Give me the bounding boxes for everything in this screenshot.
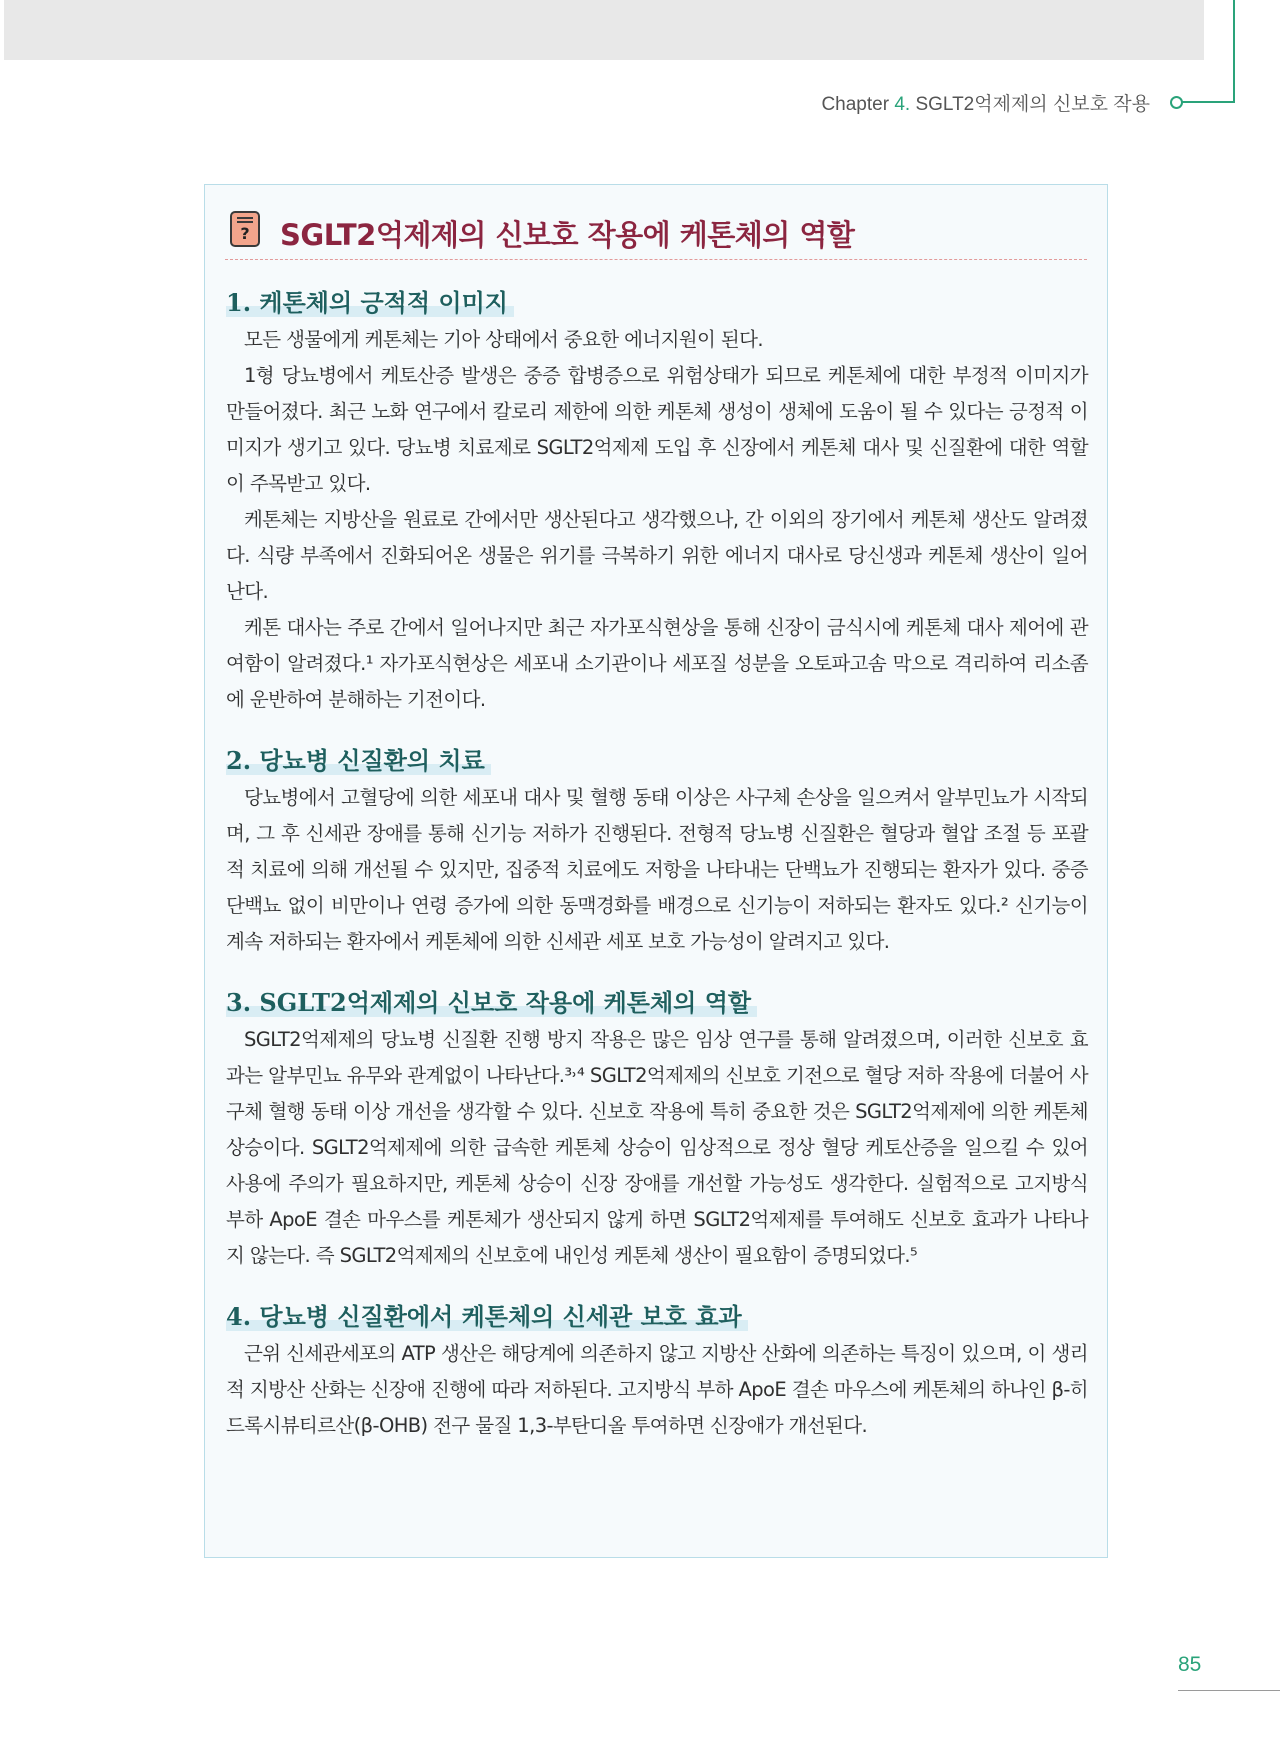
box-title: SGLT2억제제의 신보호 작용에 케톤체의 역할	[280, 218, 855, 252]
paragraph: 1형 당뇨병에서 케토산증 발생은 중증 합병증으로 위험상태가 되므로 케톤체에 대한 부정적 이미지가 만들어졌다. 최근 노화 연구에서 칼로리 제한에 의한 케톤체 생성이 생체에 도움이 될 수 있다는 긍정적 이미지가 생기고 있다. 당뇨병 치료제로 SGLT2억제제 도입 후 신장에서 케톤체 대사 및 신질환에 대한 역할이 주목받고 있다.	[226, 364, 1088, 495]
running-head	[821, 89, 1150, 116]
paragraph: 근위 신세관세포의 ATP 생산은 해당계에 의존하지 않고 지방산 산화에 의존하는 특징이 있으며, 이 생리적 지방산 산화는 신장애 진행에 따라 저하된다. 고지방식 부하 ApoE 결손 마우스에 케톤체의 하나인 β-히드록시뷰티르산(β-OHB) 전구 물질 1,3-부탄디올 투여하면 신장애가 개선된다.	[226, 1342, 1088, 1437]
box-content	[226, 284, 1088, 1444]
section-heading: 1. 케톤체의 긍적적 이미지	[226, 284, 1088, 322]
section-heading: 4. 당뇨병 신질환에서 케톤체의 신세관 보호 효과	[226, 1298, 1088, 1336]
chapter-number: 4.	[894, 94, 911, 115]
corner-decoration-line	[1182, 101, 1235, 103]
paragraph: 케톤체는 지방산을 원료로 간에서만 생산된다고 생각했으나, 간 이외의 장기에서 케톤체 생산도 알려졌다. 식량 부족에서 진화되어온 생물은 위기를 극복하기 위한 에너지 대사로 당신생과 케톤체 생산이 일어난다.	[226, 508, 1088, 603]
paragraph: 케톤 대사는 주로 간에서 일어나지만 최근 자가포식현상을 통해 신장이 금식시에 케톤체 대사 제어에 관여함이 알려졌다.¹ 자가포식현상은 세포내 소기관이나 세포질 성분을 오토파고솜 막으로 격리하여 리소좀에 운반하여 분해하는 기전이다.	[226, 616, 1088, 711]
paragraph: SGLT2억제제의 당뇨병 신질환 진행 방지 작용은 많은 임상 연구를 통해 알려졌으며, 이러한 신보호 효과는 알부민뇨 유무와 관계없이 나타난다.³˒⁴ SGLT2억제제의 신보호 기전으로 혈당 저하 작용에 더불어 사구체 혈행 동태 이상 개선을 생각할 수 있다. 신보호 작용에 특히 중요한 것은 SGLT2억제제에 의한 케톤체 상승이다. SGLT2억제제에 의한 급속한 케톤체 상승이 임상적으로 정상 혈당 케토산증을 일으킬 수 있어 사용에 주의가 필요하지만, 케톤체 상승이 신장 장애를 개선할 가능성도 생각한다. 실험적으로 고지방식 부하 ApoE 결손 마우스를 케톤체가 생산되지 않게 하면 SGLT2억제제를 투여해도 신보호 효과가 나타나지 않는다. 즉 SGLT2억제제의 신보호에 내인성 케톤체 생산이 필요함이 증명되었다.⁵	[226, 1028, 1088, 1267]
section-heading: 3. SGLT2억제제의 신보호 작용에 케톤체의 역할	[226, 984, 1088, 1022]
page-number-rule	[1178, 1690, 1280, 1691]
qa-box	[204, 184, 1108, 1558]
top-header-band	[4, 0, 1204, 60]
question-glyph: ?	[240, 224, 250, 243]
chapter-title: SGLT2억제제의 신보호 작용	[915, 94, 1150, 115]
corner-decoration-line	[1233, 0, 1235, 103]
page-number: 85	[1178, 1653, 1202, 1676]
chapter-word: Chapter	[821, 94, 890, 115]
box-title-row	[225, 199, 1087, 260]
section-heading: 2. 당뇨병 신질환의 치료	[226, 742, 1088, 780]
corner-decoration-circle	[1170, 96, 1183, 109]
question-note-icon	[230, 211, 260, 247]
paragraph: 모든 생물에게 케톤체는 기아 상태에서 중요한 에너지원이 된다.	[244, 328, 763, 351]
paragraph: 당뇨병에서 고혈당에 의한 세포내 대사 및 혈행 동태 이상은 사구체 손상을 일으켜서 알부민뇨가 시작되며, 그 후 신세관 장애를 통해 신기능 저하가 진행된다. 전형적 당뇨병 신질환은 혈당과 혈압 조절 등 포괄적 치료에 의해 개선될 수 있지만, 집중적 치료에도 저항을 나타내는 단백뇨가 진행되는 환자가 있다. 중증 단백뇨 없이 비만이나 연령 증가에 의한 동맥경화를 배경으로 신기능이 저하되는 환자도 있다.² 신기능이 계속 저하되는 환자에서 케톤체에 의한 신세관 세포 보호 가능성이 알려지고 있다.	[226, 786, 1088, 953]
